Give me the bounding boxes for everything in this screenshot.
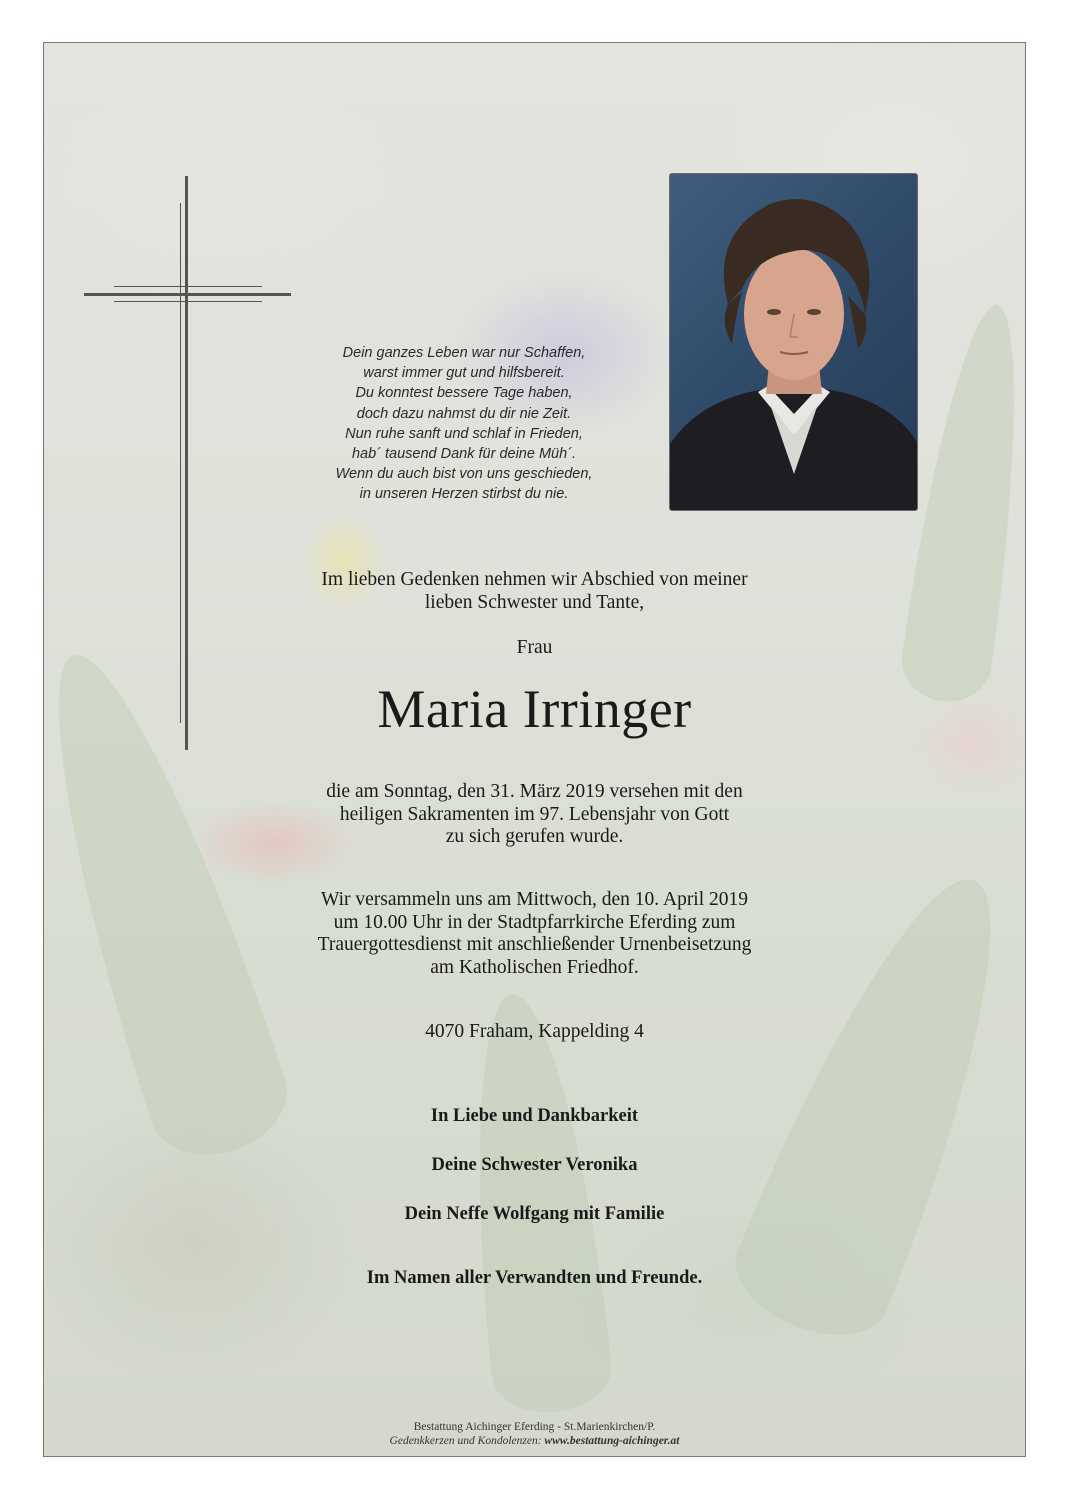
poem-line: Nun ruhe sanft und schlaf in Frieden, bbox=[345, 425, 583, 442]
death-line: zu sich gerufen wurde. bbox=[445, 826, 624, 847]
poem-line: doch dazu nahmst du dir nie Zeit. bbox=[356, 405, 572, 422]
closing-line: In Liebe und Dankbarkeit bbox=[430, 1106, 639, 1126]
intro-line: Im lieben Gedenken nehmen wir Abschied von meiner bbox=[321, 569, 748, 590]
signature-relatives: Im Namen aller Verwandten und Freunde. bbox=[366, 1268, 703, 1288]
service-notice bbox=[44, 889, 1025, 979]
signature-nephew: Dein Neffe Wolfgang mit Familie bbox=[404, 1204, 665, 1224]
signature-sister: Deine Schwester Veronika bbox=[431, 1155, 638, 1175]
service-line: Trauergottesdienst mit anschließender Urnenbeisetzung bbox=[317, 934, 752, 955]
funeral-home-name: Bestattung Aichinger Eferding - St.Marienkirchen/P. bbox=[413, 1421, 656, 1433]
deceased-name: Maria Irringer bbox=[377, 679, 692, 739]
poem-line: hab´ tausend Dank für deine Müh´. bbox=[351, 446, 577, 463]
service-line: Wir versammeln uns am Mittwoch, den 10. April 2019 bbox=[320, 889, 749, 910]
portrait-photo bbox=[669, 173, 918, 511]
memorial-poem bbox=[306, 343, 622, 505]
poem-line: Wenn du auch bist von uns geschieden, bbox=[335, 466, 593, 483]
obituary-card bbox=[43, 42, 1026, 1457]
condolence-label: Gedenkkerzen und Kondolenzen: bbox=[389, 1435, 545, 1447]
condolence-line bbox=[44, 1434, 1025, 1448]
website-link[interactable]: www.bestattung-aichinger.at bbox=[544, 1435, 680, 1447]
death-line: heiligen Sakramenten im 97. Lebensjahr von Gott bbox=[339, 803, 730, 825]
portrait-illustration bbox=[670, 174, 917, 510]
salutation: Frau bbox=[516, 637, 553, 658]
service-line: am Katholischen Friedhof. bbox=[430, 956, 639, 978]
poem-line: Du konntest bessere Tage haben, bbox=[355, 385, 573, 402]
address: 4070 Fraham, Kappelding 4 bbox=[425, 1021, 644, 1042]
poem-line: in unseren Herzen stirbst du nie. bbox=[359, 486, 569, 503]
background-leaf bbox=[452, 988, 615, 1418]
poem-line: Dein ganzes Leben war nur Schaffen, bbox=[342, 345, 586, 361]
death-notice bbox=[44, 781, 1025, 849]
intro-line: lieben Schwester und Tante, bbox=[424, 591, 645, 613]
poem-line: warst immer gut und hilfsbereit. bbox=[363, 365, 565, 382]
intro-text bbox=[44, 569, 1025, 614]
service-line: um 10.00 Uhr in der Stadtpfarrkirche Eferding zum bbox=[333, 911, 736, 933]
death-line: die am Sonntag, den 31. März 2019 versehen mit den bbox=[326, 781, 743, 802]
funeral-home-footer bbox=[44, 1420, 1025, 1448]
